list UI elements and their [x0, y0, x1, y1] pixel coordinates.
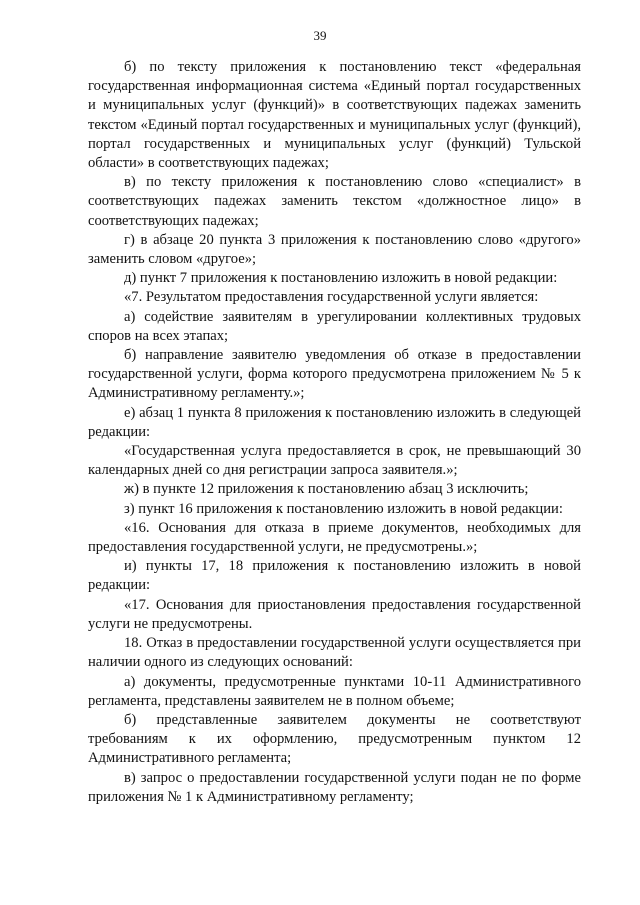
document-body [88, 58, 581, 807]
paragraph-zh: ж) в пункте 12 приложения к постановлению абзац 3 исключить; [124, 481, 529, 498]
paragraph-g: г) в абзаце 20 пункта 3 приложения к постановлению слово «другого» заменить словом «другое»; [88, 231, 581, 268]
paragraph-term-quote: «Государственная услуга предоставляется в срок, не превышающий 30 календарных дней со дня регистрации запроса заявителя.»; [88, 443, 581, 479]
page-number: 39 [313, 28, 327, 43]
paragraph-item-18a: а) документы, предусмотренные пунктами 10-11 Административного регламента, представлены заявителем не в полном объеме; [88, 673, 581, 709]
paragraph-item-18: 18. Отказ в предоставлении государственной услуги осуществляется при наличии одного из следующих оснований: [88, 635, 581, 671]
paragraph-item-18v: в) запрос о предоставлении государственной услуги подан не по форме приложения № 1 к Административному регламенту; [88, 769, 581, 805]
paragraph-z: з) пункт 16 приложения к постановлению изложить в новой редакции: [124, 500, 563, 517]
paragraph-b: б) по тексту приложения к постановлению текст «федеральная государственная информационная система «Единый портал государственных и муниципальных услуг (функций)» в соответствующих падежах заменить текстом «Единый портал государственных и муниципальных услуг (функций), портал государственных и муниципальных услуг (функций) Тульской области» в соответствующих падежах; [88, 59, 581, 172]
paragraph-item-7: «7. Результатом предоставления государственной услуги является: [124, 289, 539, 306]
paragraph-item-16: «16. Основания для отказа в приеме документов, необходимых для предоставления государственной услуги, не предусмотрены.»; [88, 519, 581, 556]
paragraph-v: в) по тексту приложения к постановлению слово «специалист» в соответствующих падежах заменить текстом «должностное лицо» в соответствующих падежах; [88, 174, 581, 229]
paragraph-item-7b: б) направление заявителю уведомления об отказе в предоставлении государственной услуги, форма которого предусмотрена приложением № 5 к Административному регламенту.»; [88, 347, 581, 402]
paragraph-item-17: «17. Основания для приостановления предоставления государственной услуги не предусмотрены. [88, 596, 581, 632]
paragraph-item-7a: а) содействие заявителям в урегулировании коллективных трудовых споров на всех этапах; [88, 308, 581, 344]
paragraph-i: и) пункты 17, 18 приложения к постановлению изложить в новой редакции: [88, 558, 581, 594]
paragraph-e: е) абзац 1 пункта 8 приложения к постановлению изложить в следующей редакции: [88, 404, 581, 440]
paragraph-d: д) пункт 7 приложения к постановлению изложить в новой редакции: [124, 270, 558, 287]
paragraph-item-18b: б) представленные заявителем документы не соответствуют требованиям к их оформлению, предусмотренным пунктом 12 Административного регламента; [88, 711, 581, 767]
